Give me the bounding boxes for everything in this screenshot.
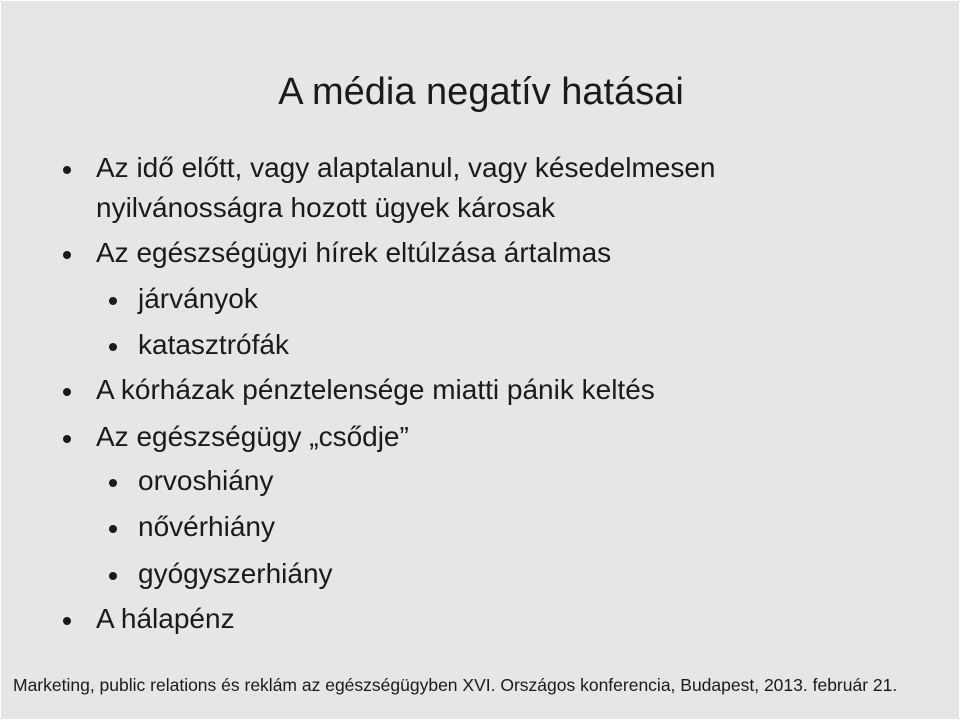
bullet-text: nyilvánosságra hozott ügyek károsak (96, 192, 556, 223)
bullet-dot-icon (109, 343, 117, 351)
bullet-item (96, 373, 655, 407)
sub-bullet-item (138, 464, 273, 498)
bullet-text: katasztrófák (138, 329, 289, 360)
bullet-text: gyógyszerhiány (138, 558, 333, 589)
bullet-dot-icon (63, 166, 71, 174)
sub-bullet-item (138, 510, 275, 544)
bullet-item (96, 236, 611, 270)
slide-title-text: A média negatív hatásai (278, 71, 684, 113)
bullet-dot-icon (109, 572, 117, 580)
bullet-item (96, 602, 235, 636)
footer-text: Marketing, public relations és reklám az egészségügyben XVI. Országos konferencia, Budapest, 2013. február 21. (13, 675, 898, 695)
bullet-dot-icon (63, 435, 71, 443)
bullet-text: Az idő előtt, vagy alaptalanul, vagy késedelmesen (96, 152, 716, 183)
bullet-dot-icon (109, 297, 117, 305)
bullet-item-continuation (96, 191, 555, 225)
bullet-item (96, 420, 409, 454)
bullet-text: járványok (138, 283, 258, 314)
bullet-text: A kórházak pénztelensége miatti pánik keltés (96, 374, 655, 405)
sub-bullet-item (138, 557, 333, 591)
bullet-text: A hálapénz (96, 603, 235, 634)
bullet-dot-icon (109, 479, 117, 487)
bullet-text: Az egészségügyi hírek eltúlzása ártalmas (96, 237, 612, 268)
slide (1, 1, 959, 719)
sub-bullet-item (138, 328, 289, 362)
bullet-list (1, 1, 959, 661)
bullet-text: nővérhiány (138, 511, 275, 542)
bullet-dot-icon (109, 525, 117, 533)
bullet-dot-icon (63, 617, 71, 625)
bullet-text: Az egészségügy „csődje” (96, 421, 409, 452)
bullet-item (96, 151, 716, 185)
bullet-dot-icon (63, 251, 71, 259)
bullet-text: orvoshiány (138, 465, 274, 496)
sub-bullet-item (138, 282, 258, 316)
bullet-dot-icon (63, 388, 71, 396)
